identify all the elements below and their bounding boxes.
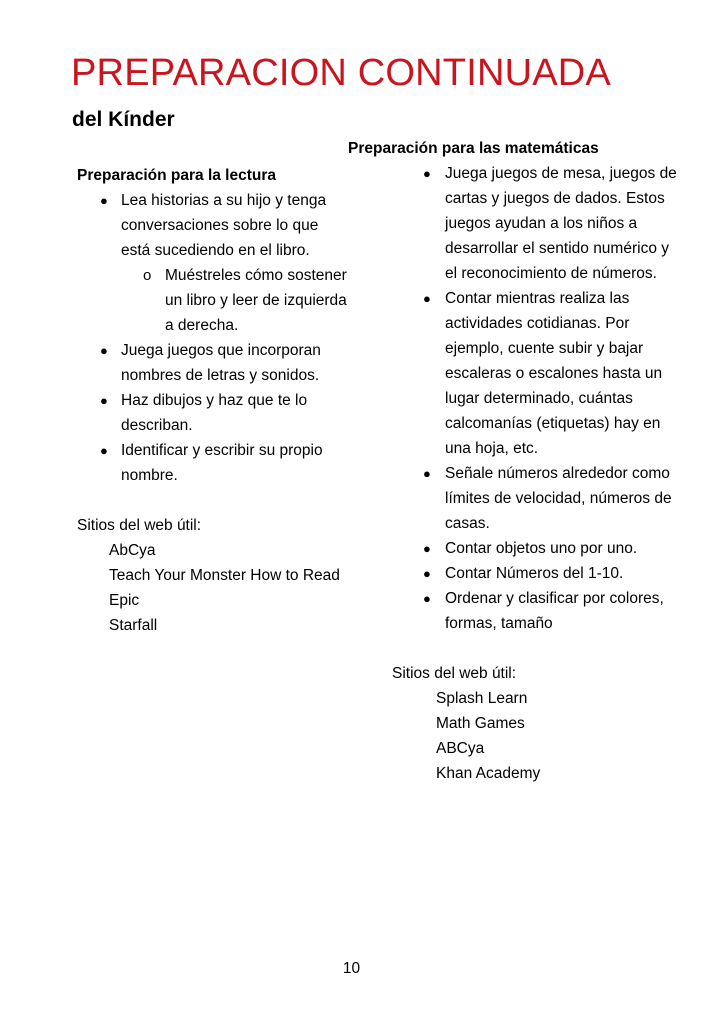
math-item-3: Señale números alrededor como límites de velocidad, números de casas. <box>445 465 672 532</box>
page-title: PREPARACION CONTINUADA <box>71 52 611 94</box>
site-khan-academy: Khan Academy <box>436 765 541 782</box>
list-item <box>77 188 347 338</box>
reading-section <box>77 163 347 638</box>
reading-heading: Preparación para la lectura <box>77 167 277 184</box>
list-item <box>398 536 678 561</box>
bullet-icon: ● <box>100 443 108 458</box>
site-abcya: AbCya <box>109 542 156 559</box>
bullet-icon: ● <box>423 591 431 606</box>
math-item-5: Contar Números del 1-10. <box>445 565 624 582</box>
reading-sublist <box>121 263 347 338</box>
site-splash-learn: Splash Learn <box>436 690 528 707</box>
site-epic: Epic <box>109 592 140 609</box>
bullet-icon: ● <box>423 466 431 481</box>
bullet-icon: ● <box>100 393 108 408</box>
page-subtitle: del Kínder <box>72 108 175 131</box>
reading-sites-label: Sitios del web útil: <box>77 517 202 534</box>
list-item <box>398 561 678 586</box>
reading-subitem: Muéstreles cómo sostener un libro y leer de izquierda a derecha. <box>165 267 347 334</box>
list-item <box>398 286 678 461</box>
reading-item-3: Haz dibujos y haz que te lo describan. <box>121 392 308 434</box>
math-item-6: Ordenar y clasificar por colores, formas, tamaño <box>445 590 664 632</box>
math-item-1: Juega juegos de mesa, juegos de cartas y juegos de dados. Estos juegos ayudan a los niños a desarrollar el sentido numérico y el reconocimiento de números. <box>445 165 677 282</box>
list-item <box>77 438 347 488</box>
list-item <box>77 338 347 388</box>
bullet-icon: ● <box>100 193 108 208</box>
list-item <box>398 461 678 536</box>
math-heading: Preparación para las matemáticas <box>348 140 599 157</box>
bullet-icon: ● <box>423 291 431 306</box>
site-teach-your-monster: Teach Your Monster How to Read <box>109 567 340 584</box>
math-item-2: Contar mientras realiza las actividades cotidianas. Por ejemplo, cuente subir y bajar escaleras o escalones hasta un lugar determinado, cuántas calcomanías (etiquetas) hay en una hoja, etc. <box>445 290 663 457</box>
bullet-icon: ● <box>423 566 431 581</box>
math-item-4: Contar objetos uno por uno. <box>445 540 638 557</box>
bullet-icon: ● <box>423 166 431 181</box>
math-sites-list <box>392 686 678 786</box>
math-sites-label: Sitios del web útil: <box>392 665 517 682</box>
page-number: 10 <box>342 960 361 977</box>
reading-sites-list <box>77 538 347 638</box>
list-item <box>398 586 678 636</box>
bullet-icon: ● <box>100 343 108 358</box>
site-starfall: Starfall <box>109 617 158 634</box>
reading-item-1: Lea historias a su hijo y tenga conversaciones sobre lo que está sucediendo en el libro. <box>121 192 327 259</box>
reading-item-4: Identificar y escribir su propio nombre. <box>121 442 323 484</box>
site-math-games: Math Games <box>436 715 525 732</box>
list-item <box>121 263 347 338</box>
bullet-icon: ● <box>423 541 431 556</box>
list-item <box>398 161 678 286</box>
circle-bullet-icon: o <box>143 267 152 284</box>
site-abcya-math: ABCya <box>436 740 485 757</box>
math-section <box>348 136 678 786</box>
reading-list <box>77 188 347 488</box>
math-list <box>398 161 678 636</box>
list-item <box>77 388 347 438</box>
reading-item-2: Juega juegos que incorporan nombres de letras y sonidos. <box>121 342 321 384</box>
